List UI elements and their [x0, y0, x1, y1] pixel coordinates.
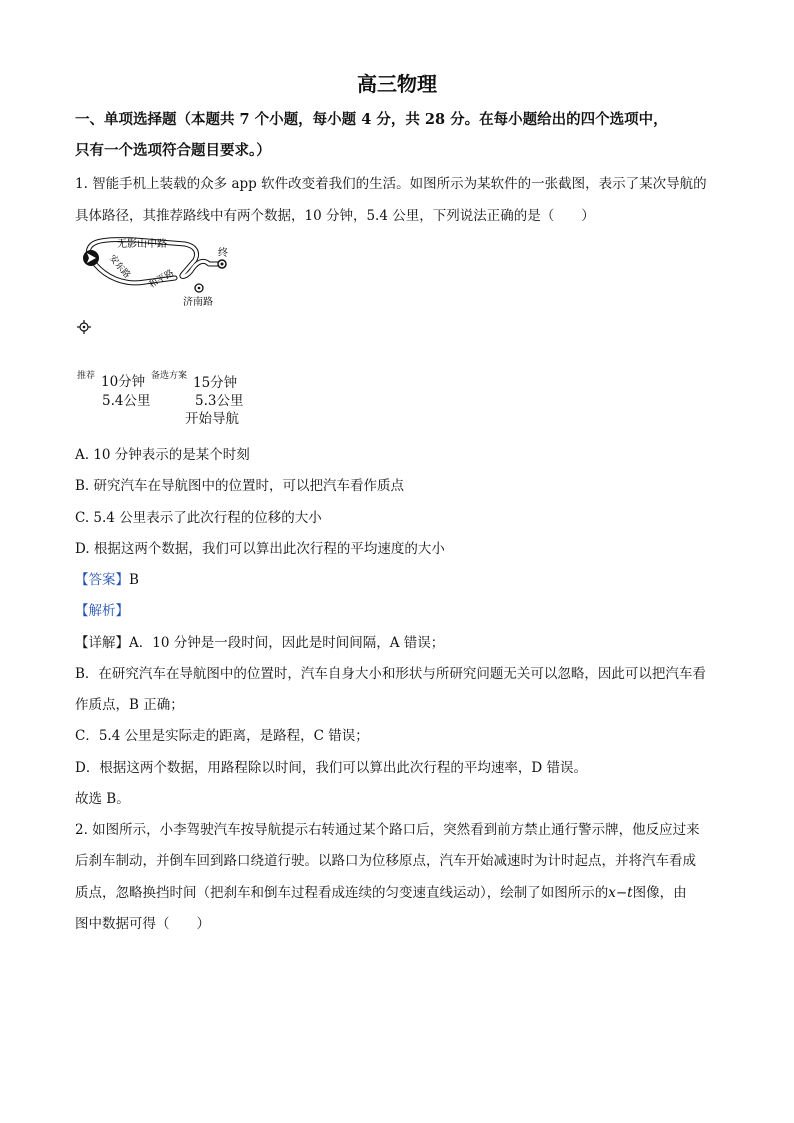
q1-option-c: C. 5.4 公里表示了此次行程的位移的大小 [75, 510, 322, 526]
answer-label: 【答案】 [75, 572, 129, 588]
q2-stem-line-4: 图中数据可得（ ） [75, 916, 210, 932]
q1-detail-b-line-2: 作质点，B 正确； [75, 697, 184, 713]
page-title: 高三物理 [357, 72, 437, 96]
math-x-t: x−t [608, 885, 633, 901]
road-label-4: 济南路 [183, 297, 213, 308]
q1-option-a: A. 10 分钟表示的是某个时刻 [75, 447, 250, 463]
q1-detail-a: 【详解】A．10 分钟是一段时间，因此是时间间隔，A 错误； [75, 635, 445, 651]
q1-option-d: D. 根据这两个数据，我们可以算出此次行程的平均速度的大小 [75, 541, 445, 557]
navigation-map-figure [75, 230, 275, 342]
q2-stem-line-3: 质点，忽略换挡时间（把刹车和倒车过程看成连续的匀变速直线运动），绘制了如图所示的x−t图像，由 [75, 885, 687, 901]
q1-stem-line-2: 具体路径，其推荐路线中有两个数据，10 分钟，5.4 公里，下列说法正确的是（ ） [75, 208, 595, 224]
q1-detail-b-line-1: B．在研究汽车在导航图中的位置时，汽车自身大小和形状与所研究问题无关可以忽略，因此可以把汽车看 [75, 666, 706, 682]
road-label-3: 和平路 [147, 268, 176, 291]
q1-detail-d: D．根据这两个数据，用路程除以时间，我们可以算出此次行程的平均速率，D 错误。 [75, 760, 587, 776]
recommend-tag: 推荐 [77, 371, 96, 381]
alt-plan-tag: 备选方案 [151, 371, 188, 381]
recommend-distance: 5.4公里 [102, 393, 151, 409]
q1-option-b: B. 研究汽车在导航图中的位置时，可以把汽车看作质点 [75, 478, 405, 494]
detail-label: 【详解】 [75, 635, 129, 651]
q1-detail-c: C．5.4 公里是实际走的距离，是路程，C 错误； [75, 728, 369, 744]
q2-stem-line-1: 2. 如图所示，小李驾驶汽车按导航提示右转通过某个路口后，突然看到前方禁止通行警示牌，他反应过来 [75, 822, 700, 838]
answer-value: B [129, 572, 139, 588]
alt-distance: 5.3公里 [195, 393, 244, 409]
section-heading-line-2: 只有一个选项符合题目要求。） [75, 142, 271, 159]
section-heading-line-1: 一、单项选择题（本题共 7 个小题，每小题 4 分，共 28 分。在每小题给出的四个选项中， [75, 111, 668, 128]
q1-conclusion: 故选 B。 [75, 791, 130, 807]
q1-stem-line-1: 1. 智能手机上装载的众多 app 软件改变着我们的生活。如图所示为某软件的一张截图，表示了某次导航的 [75, 176, 707, 192]
analysis-label: 【解析】 [75, 603, 129, 619]
start-navigation: 开始导航 [185, 411, 239, 427]
road-label-2: 安东路 [106, 253, 132, 281]
q2-stem-line-2: 后刹车制动，并倒车回到路口绕道行驶。以路口为位移原点，汽车开始减速时为计时起点，并将汽车看成 [75, 853, 696, 869]
recommend-time: 10分钟 [101, 374, 146, 390]
end-label: 终 [218, 248, 228, 259]
alt-time: 15分钟 [193, 375, 238, 391]
locate-icon [77, 320, 91, 334]
road-label-1: 无影山中路 [117, 239, 167, 250]
q1-answer [75, 568, 139, 588]
